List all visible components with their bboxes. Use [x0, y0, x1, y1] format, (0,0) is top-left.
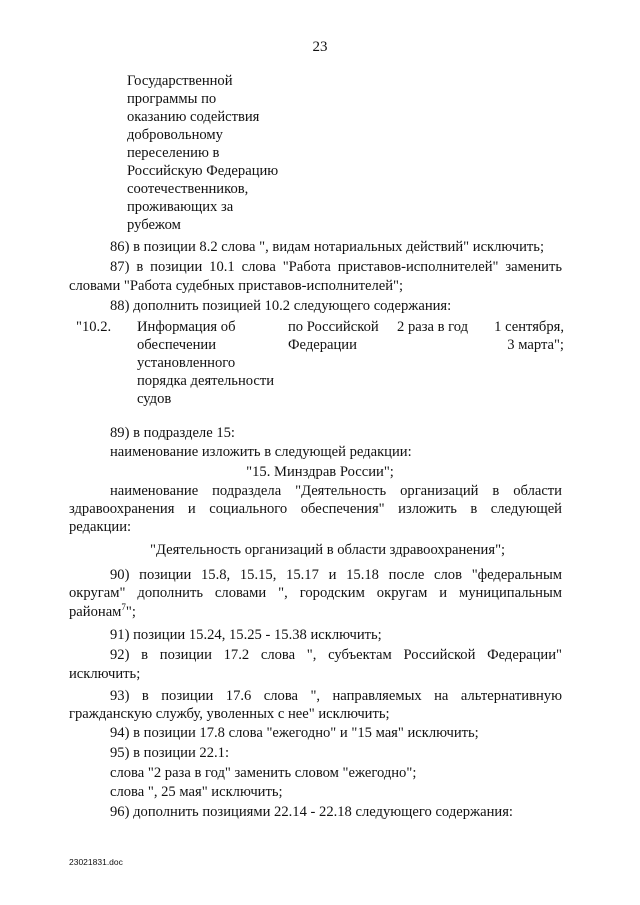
subsection-line3: редакции:: [69, 519, 132, 535]
minzdrav-title: "15. Минздрав России";: [246, 464, 394, 480]
footnote-marker: 7: [121, 602, 126, 613]
item-87-line1: 87) в позиции 10.1 слова "Работа приставов-исполнителей" заменить: [110, 259, 562, 275]
item-93-line1: 93) в позиции 17.6 слова ", направляемых на альтернативную: [110, 688, 562, 704]
item-89: 89) в подразделе 15:: [110, 425, 235, 441]
row-entity: [288, 318, 379, 354]
item-87-line2: словами "Работа судебных приставов-исполнителей";: [69, 278, 404, 294]
item-92-line1: 92) в позиции 17.2 слова ", субъектам Российской Федерации": [110, 647, 562, 663]
row-info-line: порядка деятельности: [137, 373, 275, 389]
row-dates-line: 3 марта";: [507, 337, 564, 353]
program-title-line: рубежом: [127, 217, 181, 233]
row-entity-line: Федерации: [288, 337, 357, 353]
activity-title: "Деятельность организаций в области здравоохранения";: [150, 542, 506, 558]
item-95: 95) в позиции 22.1:: [110, 745, 229, 761]
item-91: 91) позиции 15.24, 15.25 - 15.38 исключить;: [110, 627, 382, 643]
program-title-line: Российскую Федерацию: [127, 163, 279, 179]
row-info: [137, 318, 274, 408]
row-info-line: судов: [137, 391, 172, 407]
page-number: 23: [312, 39, 328, 55]
subsection-line1: наименование подраздела "Деятельность организаций в области: [110, 483, 562, 499]
row-number: "10.2.: [76, 319, 112, 335]
item-90-line3-text: районам: [69, 604, 122, 620]
item-88: 88) дополнить позицией 10.2 следующего содержания:: [110, 298, 452, 314]
row-info-line: Информация об: [137, 319, 236, 335]
item-90-line3-end: ";: [125, 604, 136, 620]
item-90-line1: 90) позиции 15.8, 15.15, 15.17 и 15.18 после слов "федеральным: [110, 567, 562, 583]
item-89-sub: наименование изложить в следующей редакции:: [110, 444, 412, 460]
program-title-line: программы по: [127, 91, 217, 107]
item-92-line2: исключить;: [69, 666, 141, 682]
program-title: [127, 72, 327, 234]
row-entity-line: по Российской: [288, 319, 379, 335]
row-info-line: обеспечении: [137, 337, 217, 353]
row-dates-line: 1 сентября,: [494, 319, 564, 335]
program-title-line: добровольному: [127, 127, 223, 143]
program-title-line: Государственной: [127, 73, 233, 89]
document-filename: 23021831.doc: [69, 857, 123, 867]
program-title-line: соотечественников,: [127, 181, 249, 197]
item-95-sub1: слова "2 раза в год" заменить словом "ежегодно";: [110, 765, 417, 781]
item-90-line3: [69, 603, 136, 621]
row-dates: [480, 318, 564, 354]
item-86: 86) в позиции 8.2 слова ", видам нотариальных действий" исключить;: [110, 239, 544, 255]
item-95-sub2: слова ", 25 мая" исключить;: [110, 784, 283, 800]
row-frequency: 2 раза в год: [397, 319, 469, 335]
item-94: 94) в позиции 17.8 слова "ежегодно" и "15 мая" исключить;: [110, 725, 479, 741]
row-info-line: установленного: [137, 355, 236, 371]
program-title-line: оказанию содействия: [127, 109, 260, 125]
subsection-line2: здравоохранения и социального обеспечения" изложить в следующей: [69, 501, 562, 517]
program-title-line: проживающих за: [127, 199, 234, 215]
item-93-line2: гражданскую службу, уволенных с нее" исключить;: [69, 706, 390, 722]
item-96: 96) дополнить позициями 22.14 - 22.18 следующего содержания:: [110, 804, 513, 820]
program-title-line: переселению в: [127, 145, 220, 161]
item-90-line2: округам" дополнить словами ", городским округам и муниципальным: [69, 585, 562, 601]
